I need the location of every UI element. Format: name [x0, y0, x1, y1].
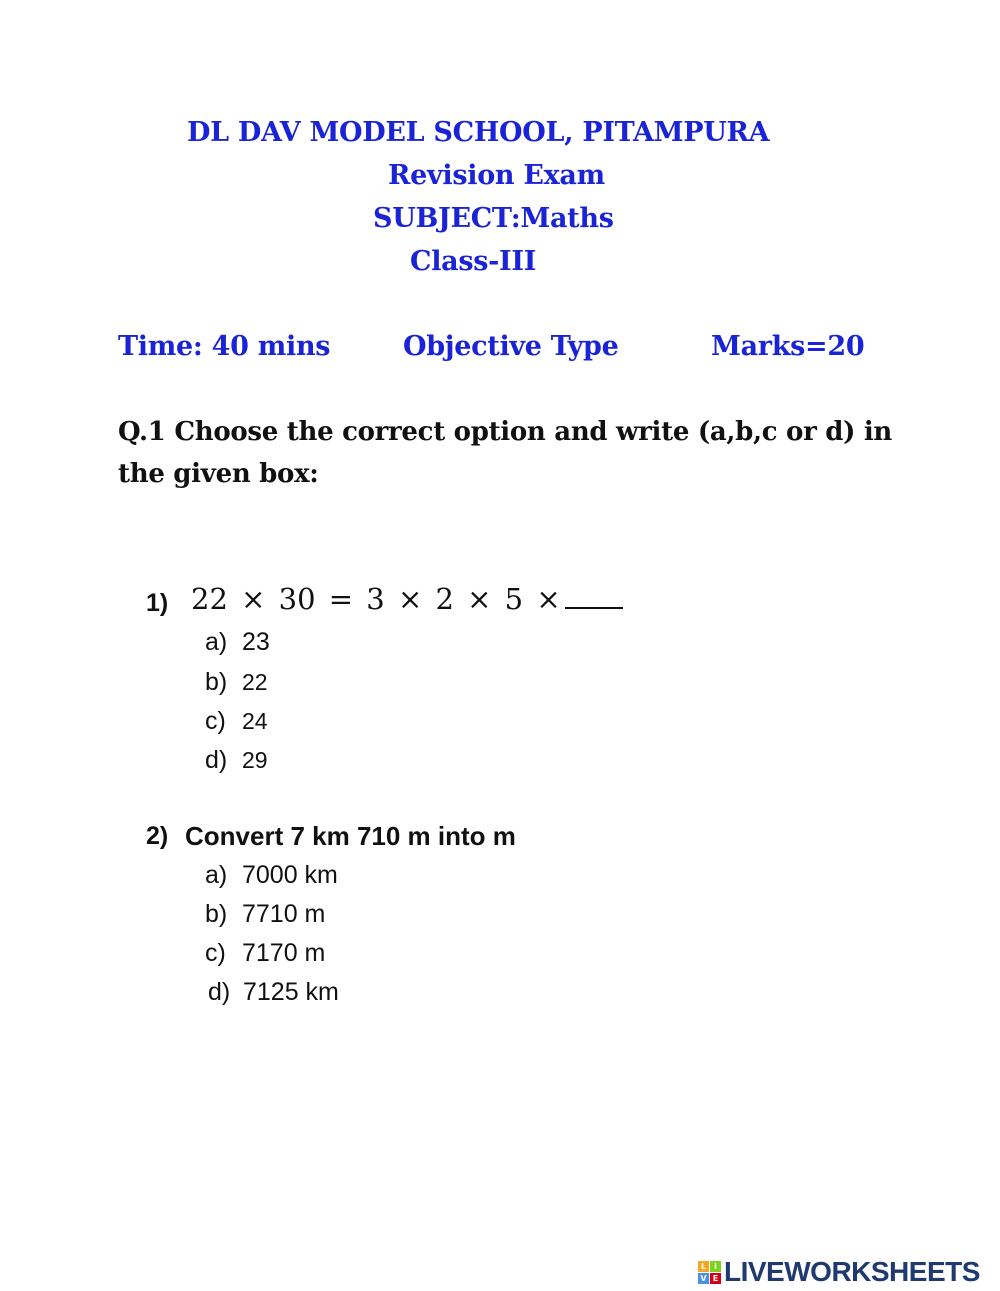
option-value: 7125 km: [243, 978, 339, 1006]
instruction-line-1: Q.1 Choose the correct option and write (a,b,c or d) in: [118, 417, 893, 447]
logo-mark-icon: L i V E: [698, 1261, 721, 1284]
q1-option-d: [205, 746, 268, 775]
question-2-number: 2): [146, 822, 169, 850]
q2-option-d: [208, 978, 339, 1007]
option-value: 7710 m: [242, 900, 326, 928]
school-name: DL DAV MODEL SCHOOL, PITAMPURA: [187, 117, 770, 148]
instruction-line-2: the given box:: [118, 459, 319, 489]
option-value: 22: [242, 669, 268, 695]
option-letter: c): [205, 707, 226, 735]
q1-option-a: [205, 628, 270, 657]
exam-title: Revision Exam: [388, 160, 605, 191]
option-value: 7170 m: [242, 939, 326, 967]
question-1-number: 1): [146, 589, 169, 617]
question-1-equation: [191, 582, 623, 616]
option-letter: a): [205, 628, 228, 656]
option-letter: a): [205, 861, 228, 889]
question-1-text: 22 × 30 = 3 × 2 × 5 ×: [191, 582, 561, 616]
option-value: 7000 km: [242, 861, 338, 889]
q2-option-b: [205, 900, 325, 929]
time-label: Time: 40 mins: [118, 331, 331, 362]
q2-option-a: [205, 861, 338, 890]
q2-option-c: [205, 939, 325, 968]
class-label: Class-III: [410, 246, 537, 277]
option-value: 23: [242, 628, 270, 656]
question-2-text: Convert 7 km 710 m into m: [185, 821, 516, 851]
q1-option-b: [205, 668, 268, 697]
option-value: 24: [242, 708, 268, 734]
q1-option-c: [205, 707, 268, 736]
option-letter: d): [205, 746, 228, 774]
marks-label: Marks=20: [711, 331, 865, 362]
logo-text: LIVEWORKSHEETS: [724, 1256, 980, 1287]
option-value: 29: [242, 747, 268, 773]
option-letter: b): [205, 900, 228, 928]
subject-label: SUBJECT:Maths: [373, 203, 614, 234]
answer-blank: [565, 585, 623, 609]
option-letter: b): [205, 668, 228, 696]
type-label: Objective Type: [403, 331, 619, 362]
option-letter: c): [205, 939, 226, 967]
option-letter: d): [208, 978, 231, 1006]
liveworksheets-logo: [698, 1256, 980, 1288]
